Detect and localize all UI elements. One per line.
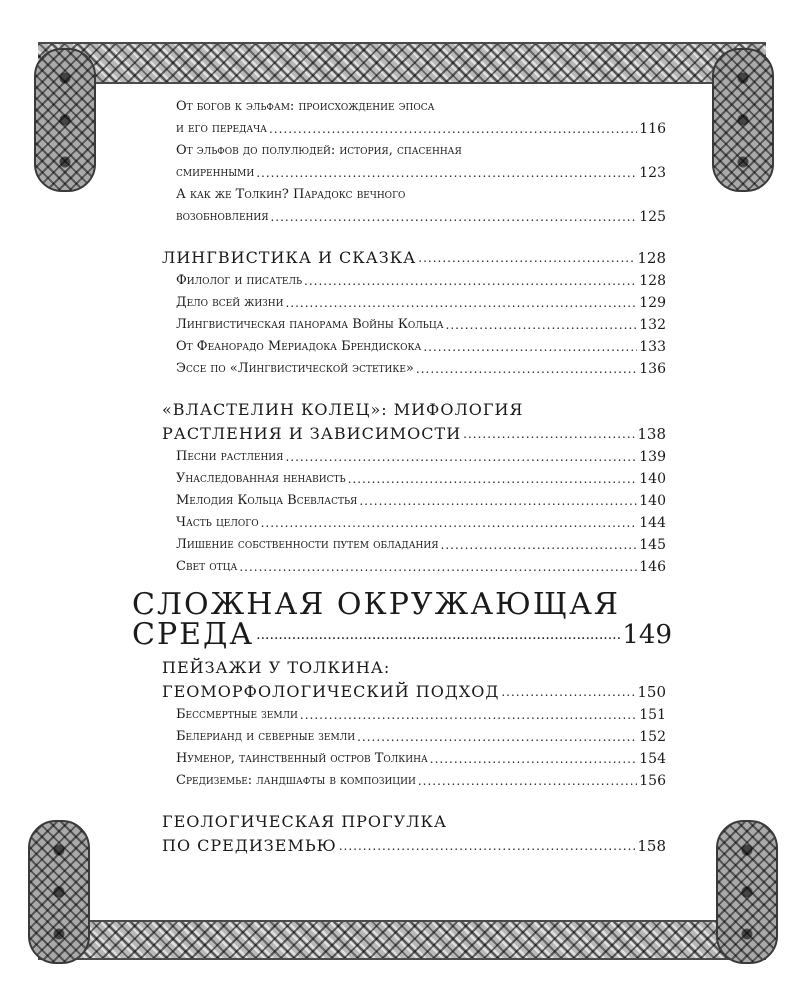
section-title: РАСТЛЕНИЯ И ЗАВИСИМОСТИ bbox=[162, 424, 462, 443]
ornament-top-right bbox=[712, 48, 774, 192]
toc-entry-title: От Феанорадо Мериадока Брендискока bbox=[176, 339, 422, 354]
top-ornament-border bbox=[38, 42, 766, 84]
toc-entry-title: Дело всей жизни bbox=[176, 295, 284, 310]
toc-entry[interactable] bbox=[162, 748, 666, 770]
toc-entry[interactable] bbox=[162, 118, 666, 140]
toc-page-number: 129 bbox=[639, 295, 666, 311]
toc-entry-title: Песни растления bbox=[176, 449, 284, 464]
toc-entry[interactable] bbox=[162, 770, 666, 792]
toc-entry[interactable] bbox=[162, 206, 666, 228]
toc-lower bbox=[162, 656, 666, 858]
toc-section-heading[interactable] bbox=[162, 680, 666, 704]
toc-entry[interactable] bbox=[162, 512, 666, 534]
ornament-bottom-left bbox=[28, 820, 90, 964]
toc-entry-line: А как же Толкин? Парадокс вечного bbox=[176, 187, 406, 202]
toc-entry-title: Белерианд и северные земли bbox=[176, 729, 356, 744]
toc-page-number: 140 bbox=[639, 493, 666, 509]
toc-section-heading[interactable] bbox=[162, 246, 666, 270]
toc-entry[interactable] bbox=[162, 162, 666, 184]
toc-entry[interactable] bbox=[162, 446, 666, 468]
toc-entry[interactable] bbox=[162, 726, 666, 748]
toc-section-heading[interactable] bbox=[162, 834, 666, 858]
toc-page-number: 152 bbox=[639, 729, 666, 745]
section-title: «ВЛАСТЕЛИН КОЛЕЦ»: МИФОЛОГИЯ bbox=[162, 400, 524, 419]
toc-page-number: 144 bbox=[639, 515, 666, 531]
toc-page-number: 158 bbox=[637, 837, 666, 855]
bottom-ornament-border bbox=[38, 920, 766, 960]
toc-page-number: 154 bbox=[639, 751, 666, 767]
chapter-title: СЛОЖНАЯ ОКРУЖАЮЩАЯ bbox=[132, 587, 621, 622]
toc-entry-title: смиренными bbox=[176, 165, 255, 180]
section-title: ЛИНГВИСТИКА И СКАЗКА bbox=[162, 248, 417, 267]
toc-page-number: 132 bbox=[639, 317, 666, 333]
ornament-top-left bbox=[34, 48, 96, 192]
toc-entry[interactable] bbox=[162, 704, 666, 726]
toc-entry[interactable] bbox=[162, 556, 666, 578]
toc-page-number: 146 bbox=[639, 559, 666, 575]
toc-entry-title: Эссе по «Лингвистической эстетике» bbox=[176, 361, 414, 376]
toc-entry-title: Лишение собственности путем обладания bbox=[176, 537, 439, 552]
section-title: ГЕОЛОГИЧЕСКАЯ ПРОГУЛКА bbox=[162, 812, 448, 831]
toc-page-number: 133 bbox=[639, 339, 666, 355]
toc-page-number: 136 bbox=[639, 361, 666, 377]
toc-page-number: 145 bbox=[639, 537, 666, 553]
toc-entry[interactable] bbox=[162, 358, 666, 380]
toc-entry[interactable] bbox=[162, 534, 666, 556]
ornament-bottom-right bbox=[716, 820, 778, 964]
toc-page-number: 138 bbox=[637, 425, 666, 443]
toc-section-heading[interactable] bbox=[162, 422, 666, 446]
toc-page-number: 128 bbox=[637, 249, 666, 267]
toc-entry-title: Средиземье: ландшафты в композиции bbox=[176, 773, 416, 788]
toc-page-number: 128 bbox=[639, 273, 666, 289]
toc-page-number: 151 bbox=[639, 707, 666, 723]
toc-entry-line: От богов к эльфам: происхождение эпоса bbox=[176, 99, 435, 114]
section-title: ГЕОМОРФОЛОГИЧЕСКИЙ ПОДХОД bbox=[162, 682, 500, 701]
toc-entry-title: Нуменор, таинственный остров Толкина bbox=[176, 751, 428, 766]
toc-entry[interactable] bbox=[162, 468, 666, 490]
toc-entry-title: Унаследованная ненависть bbox=[176, 471, 346, 486]
chapter-title: СРЕДА bbox=[132, 617, 255, 652]
toc-entry-line: От эльфов до полулюдей: история, спасенная bbox=[176, 143, 462, 158]
toc-page-number: 139 bbox=[639, 449, 666, 465]
toc-entry[interactable] bbox=[162, 314, 666, 336]
toc-page-number: 150 bbox=[637, 683, 666, 701]
toc-chapter[interactable] bbox=[132, 587, 672, 652]
toc-entry-title: Часть целого bbox=[176, 515, 259, 530]
toc-page-number: 125 bbox=[639, 209, 666, 225]
toc-entry[interactable] bbox=[162, 490, 666, 512]
chapter-title-line bbox=[132, 617, 672, 652]
toc-page-number: 140 bbox=[639, 471, 666, 487]
toc-entry[interactable] bbox=[162, 336, 666, 358]
section-title: ПО СРЕДИЗЕМЬЮ bbox=[162, 836, 337, 855]
section-title: ПЕЙЗАЖИ У ТОЛКИНА: bbox=[162, 658, 391, 677]
toc-entry-title: Бессмертные земли bbox=[176, 707, 298, 722]
toc-entry-title: Лингвистическая панорама Войны Кольца bbox=[176, 317, 444, 332]
chapter-page-number: 149 bbox=[622, 620, 672, 650]
toc-entry-title: Мелодия Кольца Всевластья bbox=[176, 493, 358, 508]
toc-entry-title: и его передача bbox=[176, 121, 267, 136]
toc-entry-title: Свет отца bbox=[176, 559, 238, 574]
toc-entry-title: возобновления bbox=[176, 209, 269, 224]
toc-upper bbox=[162, 96, 666, 578]
toc-page-number: 116 bbox=[639, 121, 666, 137]
toc-entry[interactable] bbox=[162, 270, 666, 292]
toc-page-number: 156 bbox=[639, 773, 666, 789]
toc-entry-title: Филолог и писатель bbox=[176, 273, 303, 288]
toc-page-number: 123 bbox=[639, 165, 666, 181]
toc-entry[interactable] bbox=[162, 292, 666, 314]
